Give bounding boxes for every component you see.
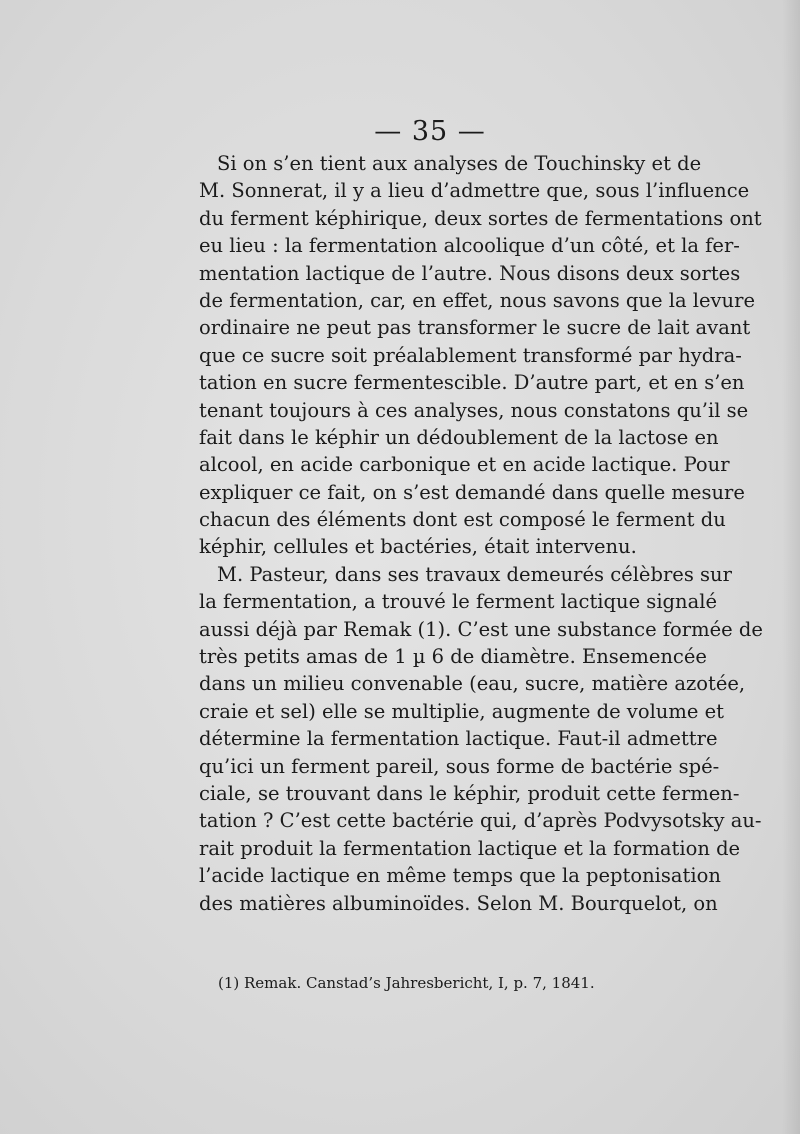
text-line: ordinaire ne peut pas transformer le sucre de lait avant [199,316,751,340]
text-line: képhir, cellules et bactéries, était intervenu. [199,535,637,559]
text-line: qu’ici un ferment pareil, sous forme de bactérie spé- [199,754,720,778]
text-line: que ce sucre soit préalablement transformé par hydra- [199,343,742,367]
page-number: — 35 — [374,116,486,147]
text-line: fait dans le képhir un dédoublement de la lactose en [199,425,719,449]
text-line: la fermentation, a trouvé le ferment lactique signalé [199,590,717,614]
body-text [199,150,763,917]
text-line: des matières albuminoïdes. Selon M. Bourquelot, on [199,891,718,915]
text-line: tenant toujours à ces analyses, nous constatons qu’il se [199,398,749,422]
text-line: chacun des éléments dont est composé le ferment du [199,508,726,532]
text-line: très petits amas de 1 µ 6 de diamètre. Ensemencée [199,645,707,669]
text-line: eu lieu : la fermentation alcoolique d’un côté, et la fer- [199,234,740,258]
footnote-separator [199,958,319,959]
text-line: Si on s’en tient aux analyses de Touchinsky et de [217,152,702,175]
text-line: M. Pasteur, dans ses travaux demeurés célèbres sur [217,562,732,586]
text-line: dans un milieu convenable (eau, sucre, matière azotée, [199,672,746,696]
text-line: M. Sonnerat, il y a lieu d’admettre que, sous l’influence [199,179,750,203]
text-line: de fermentation, car, en effet, nous savons que la levure [199,288,755,312]
text-line: l’acide lactique en même temps que la peptonisation [199,864,721,888]
footnote: (1) Remak. Canstad’s Jahresbericht, I, p. 7, 1841. [218,974,595,992]
text-line: mentation lactique de l’autre. Nous disons deux sortes [199,261,741,285]
text-line: tation en sucre fermentescible. D’autre part, et en s’en [199,371,745,395]
text-line: ciale, se trouvant dans le képhir, produit cette fermen- [199,781,740,805]
page-edge-shadow [782,0,800,1134]
text-line: rait produit la fermentation lactique et la formation de [199,836,741,860]
text-line: tation ? C’est cette bactérie qui, d’après Podvysotsky au- [199,809,762,833]
text-line: alcool, en acide carbonique et en acide lactique. Pour [199,453,730,477]
text-line: détermine la fermentation lactique. Faut-il admettre [199,727,718,751]
text-line: craie et sel) elle se multiplie, augmente de volume et [199,699,724,723]
text-line: expliquer ce fait, on s’est demandé dans quelle mesure [199,480,745,504]
text-line: aussi déjà par Remak (1). C’est une substance formée de [199,617,763,641]
text-line: du ferment képhirique, deux sortes de fermentations ont [199,206,762,230]
